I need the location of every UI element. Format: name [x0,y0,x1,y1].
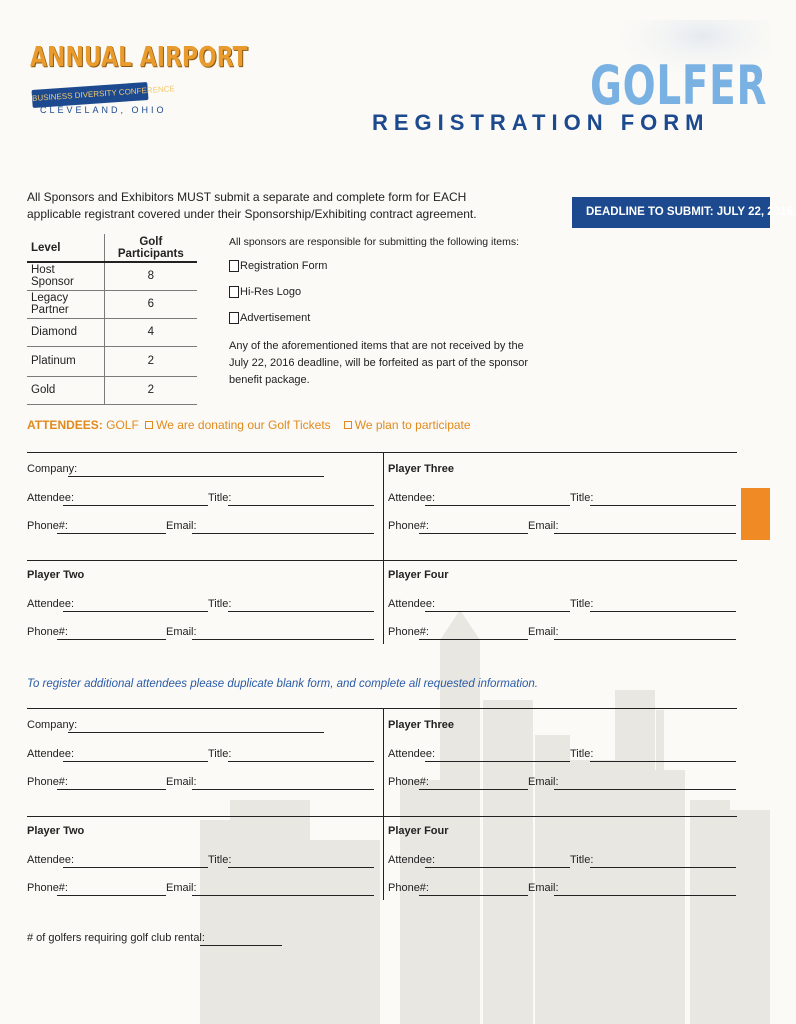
sponsor-note: All sponsors are responsible for submitting the following items: [229,236,520,248]
attendee-field[interactable] [63,761,208,762]
golf-label: GOLF [106,418,139,432]
email-field[interactable] [192,895,374,896]
title-field[interactable] [228,611,374,612]
player-two-heading: Player Two [27,825,85,837]
checklist-item[interactable] [229,312,310,324]
level-header: Level [27,234,104,262]
donate-checkbox[interactable] [145,421,153,429]
title-label: Title: [208,854,232,866]
participant-count: 4 [104,318,197,346]
participant-count: 8 [104,262,197,290]
checklist-label: Hi-Res Logo [240,286,302,298]
title-field[interactable] [228,761,374,762]
club-rental-field[interactable] [200,945,282,946]
email-field[interactable] [554,533,736,534]
title-label: Title: [570,854,594,866]
player-three-heading: Player Three [388,463,455,475]
title-label: Title: [570,598,594,610]
phone-label: Phone#: [27,882,68,894]
table-row [27,376,197,404]
player-four-heading: Player Four [388,825,449,837]
level-name: Platinum [27,346,104,376]
company-field[interactable] [68,476,324,477]
attendee-label: Attendee: [388,492,436,504]
email-label: Email: [166,776,197,788]
logo-title: ANNUAL AIRPORT [30,42,248,74]
checkbox[interactable] [229,312,239,324]
divider [383,708,384,821]
email-field[interactable] [554,789,736,790]
player-four-heading: Player Four [388,569,449,581]
title-label: Title: [570,748,594,760]
attendee-field[interactable] [425,505,570,506]
checklist-label: Advertisement [240,312,311,324]
table-row [27,346,197,376]
attendee-label: Attendee: [27,598,75,610]
attendee-label: Attendee: [388,748,436,760]
divider [27,708,737,709]
divider [27,452,737,453]
title-label: Title: [570,492,594,504]
orange-tab [741,488,770,540]
attendee-label: Attendee: [27,854,75,866]
email-field[interactable] [554,895,736,896]
phone-label: Phone#: [27,520,68,532]
attendee-field[interactable] [425,761,570,762]
phone-label: Phone#: [27,776,68,788]
company-label: Company: [27,719,78,731]
email-label: Email: [528,520,559,532]
phone-label: Phone#: [27,626,68,638]
email-field[interactable] [554,639,736,640]
golfer-heading: GOLFER [590,54,768,117]
divider [27,816,737,817]
participate-option: We plan to participate [354,418,471,432]
club-rental-label: # of golfers requiring golf club rental: [27,932,205,944]
attendees-label: ATTENDEES: [27,418,103,432]
logo-city: CLEVELAND, OHIO [40,105,167,115]
participate-checkbox[interactable] [344,421,352,429]
phone-field[interactable] [57,789,166,790]
attendee-field[interactable] [425,867,570,868]
donate-option: We are donating our Golf Tickets [156,418,331,432]
registration-form-heading: REGISTRATION FORM [372,110,710,135]
divider [383,816,384,900]
participant-count: 6 [104,290,197,318]
title-field[interactable] [590,505,736,506]
level-name: Legacy Partner [27,290,104,318]
level-table [27,234,197,405]
phone-label: Phone#: [388,882,429,894]
title-field[interactable] [590,761,736,762]
divider [383,560,384,644]
title-field[interactable] [228,505,374,506]
title-field[interactable] [590,867,736,868]
attendee-label: Attendee: [27,748,75,760]
intro-text: All Sponsors and Exhibitors MUST submit a separate and complete form for EACH applicable registrant covered under their Sponsorship/Exhibiting contract agreement. [27,190,477,221]
phone-field[interactable] [419,789,528,790]
level-name: Diamond [27,318,104,346]
attendee-label: Attendee: [388,854,436,866]
attendee-field[interactable] [425,611,570,612]
deadline-banner: DEADLINE TO SUBMIT: JULY 22, 2016. [572,197,770,228]
company-field[interactable] [68,732,324,733]
participants-header: Golf Participants [104,234,197,262]
phone-label: Phone#: [388,520,429,532]
checkbox[interactable] [229,260,239,272]
email-field[interactable] [192,789,374,790]
phone-field[interactable] [419,639,528,640]
table-row [27,290,197,318]
title-field[interactable] [228,867,374,868]
divider [383,452,384,565]
attendee-field[interactable] [63,505,208,506]
attendees-line [27,418,471,432]
email-label: Email: [528,882,559,894]
participant-count: 2 [104,346,197,376]
email-label: Email: [166,626,197,638]
title-field[interactable] [590,611,736,612]
forfeit-note: Any of the aforementioned items that are not received by the July 22, 2016 deadline, will be forfeited as part of the sponsor benefit package. [229,340,529,386]
email-label: Email: [528,776,559,788]
email-label: Email: [166,882,197,894]
checklist-item[interactable] [229,286,301,298]
attendee-field[interactable] [63,611,208,612]
phone-label: Phone#: [388,776,429,788]
phone-field[interactable] [57,533,166,534]
table-row [27,262,197,290]
logo-ribbon: BUSINESS DIVERSITY CONFERENCE [32,82,149,108]
title-label: Title: [208,598,232,610]
email-label: Email: [166,520,197,532]
participant-count: 2 [104,376,197,404]
checklist-item[interactable] [229,260,327,272]
phone-label: Phone#: [388,626,429,638]
phone-field[interactable] [419,533,528,534]
level-name: Gold [27,376,104,404]
attendee-label: Attendee: [27,492,75,504]
title-label: Title: [208,492,232,504]
attendee-label: Attendee: [388,598,436,610]
phone-field[interactable] [57,895,166,896]
checklist-label: Registration Form [240,260,328,272]
email-field[interactable] [192,533,374,534]
attendee-field[interactable] [63,867,208,868]
phone-field[interactable] [57,639,166,640]
title-label: Title: [208,748,232,760]
checkbox[interactable] [229,286,239,298]
additional-attendees-note: To register additional attendees please duplicate blank form, and complete all requested information. [27,678,538,690]
table-row [27,318,197,346]
divider [27,560,737,561]
player-two-heading: Player Two [27,569,85,581]
email-label: Email: [528,626,559,638]
company-label: Company: [27,463,78,475]
level-name: Host Sponsor [27,262,104,290]
email-field[interactable] [192,639,374,640]
player-three-heading: Player Three [388,719,455,731]
phone-field[interactable] [419,895,528,896]
